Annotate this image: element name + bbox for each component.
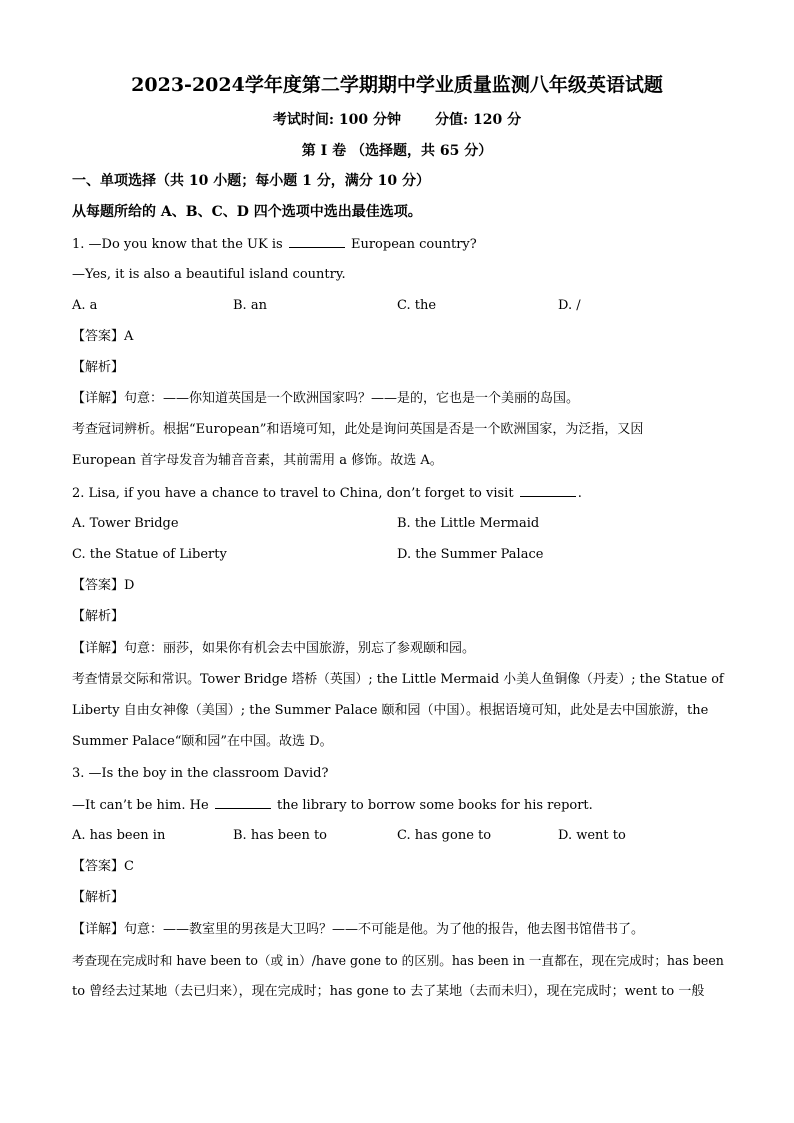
q3-explanation-1: 考查现在完成时和 have been to（或 in）/have gone to 的区别。has been in 一直都在，现在完成时；has been (72, 953, 724, 968)
q1-stem (72, 235, 477, 254)
q1-option-a: A. a (72, 298, 98, 313)
q2-option-a: A. Tower Bridge (72, 516, 179, 531)
q3-answer: 【答案】C (72, 859, 134, 874)
q3-detail: 【详解】句意：——教室里的男孩是大卫吗？——不可能是他。为了他的报告，他去图书馆借书了。 (72, 922, 645, 937)
volume-heading: 第 I 卷 （选择题，共 65 分） (301, 143, 493, 159)
q2-stem: 2. Lisa, if you have a chance to travel to China, don’t forget to visit . (72, 486, 582, 501)
section-instruction: 从每题所给的 A、B、C、D 四个选项中选出最佳选项。 (72, 204, 422, 220)
q2-explanation-1: 考查情景交际和常识。Tower Bridge 塔桥（英国）; the Little Mermaid 小美人鱼铜像（丹麦）; the Statue of (72, 672, 724, 687)
q1-option-c: C. the (397, 298, 437, 313)
q2-option-b: B. the Little Mermaid (397, 516, 540, 531)
exam-title: 2023-2024学年度第二学期期中学业质量监测八年级英语试题 (131, 74, 663, 96)
q3-explanation-2: to 曾经去过某地（去已归来），现在完成时；has gone to 去了某地（去而未归），现在完成时；went to 一般 (72, 984, 705, 999)
q2-blank (520, 484, 576, 497)
q1-analysis: 【解析】 (72, 360, 125, 375)
q1-explanation-1: 考查冠词辨析。根据“European”和语境可知，此处是询问英国是否是一个欧洲国家，为泛指，又因 (72, 422, 644, 437)
q2-option-c: C. the Statue of Liberty (72, 547, 227, 562)
q3-analysis: 【解析】 (72, 890, 125, 905)
section-heading: 一、单项选择（共 10 小题；每小题 1 分，满分 10 分） (72, 173, 430, 189)
q3-line2-b: the library to borrow some books for his report. (276, 798, 593, 813)
exam-score: 分值: 120 分 (435, 112, 522, 128)
q1-option-d: D. / (558, 298, 581, 313)
q2-answer: 【答案】D (72, 578, 135, 593)
q3-option-a: A. has been in (72, 828, 166, 843)
q2-detail: 【详解】句意：丽莎，如果你有机会去中国旅游，别忘了参观颐和园。 (72, 641, 476, 656)
q3-option-d: D. went to (558, 828, 626, 843)
q1-stem-a: 1. —Do you know that the UK is (72, 237, 283, 252)
q3-option-c: C. has gone to (397, 828, 492, 843)
q2-explanation-3: Summer Palace“颐和园”在中国。故选 D。 (72, 734, 333, 749)
q1-stem-b: European country? (350, 237, 477, 252)
q2-option-d: D. the Summer Palace (397, 547, 544, 562)
q3-blank (215, 796, 271, 809)
q3-line2 (72, 796, 593, 815)
q2-explanation-2: Liberty 自由女神像（美国）; the Summer Palace 颐和园（中国）。根据语境可知，此处是去中国旅游，the (72, 703, 709, 718)
q1-detail: 【详解】句意：——你知道英国是一个欧洲国家吗？——是的，它也是一个美丽的岛国。 (72, 391, 580, 406)
q1-line2: —Yes, it is also a beautiful island country. (72, 267, 346, 282)
q1-explanation-2: European 首字母发音为辅音音素，其前需用 a 修饰。故选 A。 (72, 453, 443, 468)
exam-time: 考试时间: 100 分钟 (272, 112, 401, 128)
q1-answer: 【答案】A (72, 329, 134, 344)
exam-info (0, 109, 794, 129)
q1-blank (289, 235, 345, 248)
q3-option-b: B. has been to (233, 828, 328, 843)
q2-analysis: 【解析】 (72, 609, 125, 624)
q1-option-b: B. an (233, 298, 267, 313)
q2-stem-text: 2. Lisa, if you have a chance to travel to China, don’t forget to visit (72, 486, 514, 501)
q3-line2-a: —It can’t be him. He (72, 798, 209, 813)
q3-stem: 3. —Is the boy in the classroom David? (72, 766, 329, 781)
